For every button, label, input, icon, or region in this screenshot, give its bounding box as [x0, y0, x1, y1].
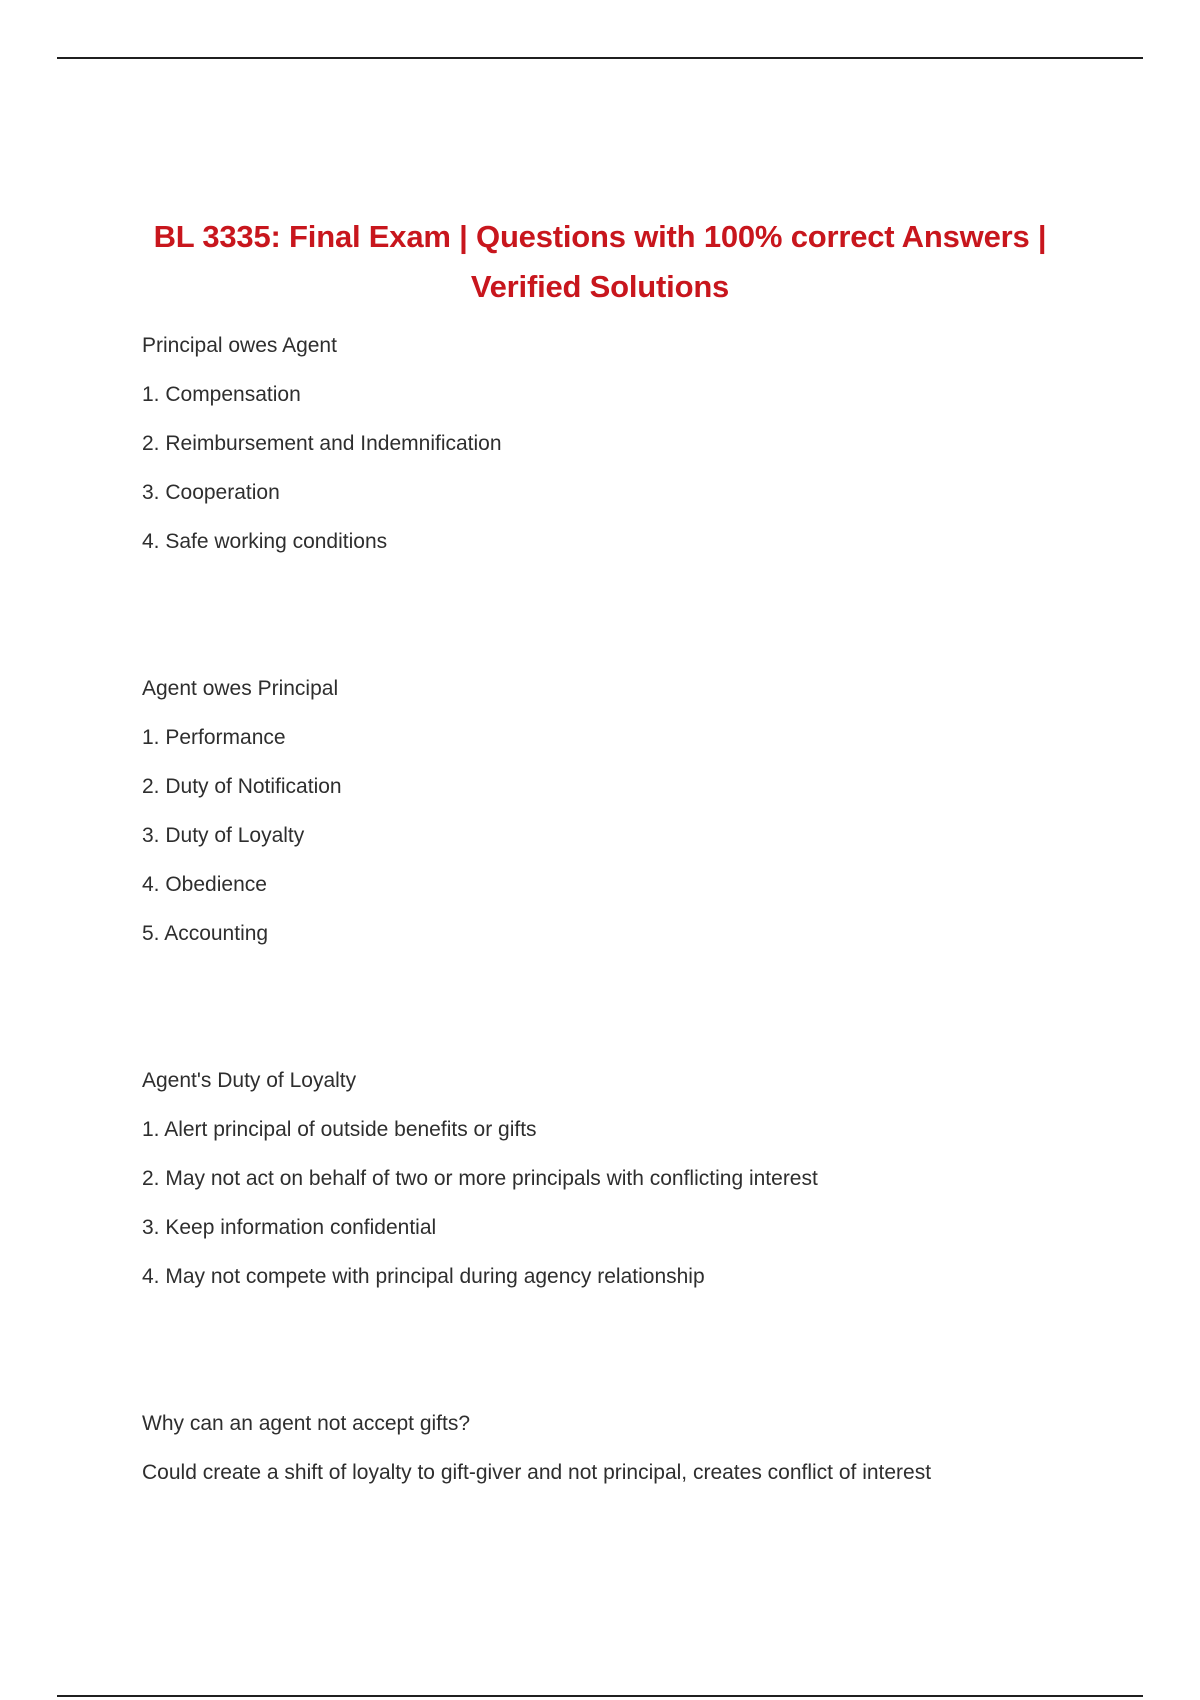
section-heading: Agent's Duty of Loyalty	[142, 1069, 357, 1092]
list-item: 1. Performance	[142, 726, 286, 749]
list-item: 2. Duty of Notification	[142, 775, 342, 798]
title-line-1: BL 3335: Final Exam | Questions with 100% correct Answers |	[153, 219, 1047, 254]
document-title	[100, 212, 1100, 312]
footer-rule	[57, 1695, 1143, 1697]
list-item: 1. Alert principal of outside benefits or gifts	[142, 1118, 537, 1141]
answer-text: Could create a shift of loyalty to gift-giver and not principal, creates conflict of interest	[142, 1461, 932, 1484]
list-item: 2. May not act on behalf of two or more principals with conflicting interest	[142, 1167, 818, 1190]
list-item: 4. Safe working conditions	[142, 530, 388, 553]
list-item: 4. Obedience	[142, 873, 267, 896]
list-item: 1. Compensation	[142, 383, 301, 406]
section-heading: Agent owes Principal	[142, 677, 339, 700]
list-item: 2. Reimbursement and Indemnification	[142, 432, 502, 455]
question-text: Why can an agent not accept gifts?	[142, 1412, 471, 1435]
list-item: 4. May not compete with principal during agency relationship	[142, 1265, 705, 1288]
header-rule	[57, 57, 1143, 59]
title-line-2: Verified Solutions	[470, 269, 730, 304]
section-heading: Principal owes Agent	[142, 334, 337, 357]
list-item: 3. Cooperation	[142, 481, 280, 504]
list-item: 3. Keep information confidential	[142, 1216, 437, 1239]
list-item: 3. Duty of Loyalty	[142, 824, 305, 847]
list-item: 5. Accounting	[142, 922, 269, 945]
